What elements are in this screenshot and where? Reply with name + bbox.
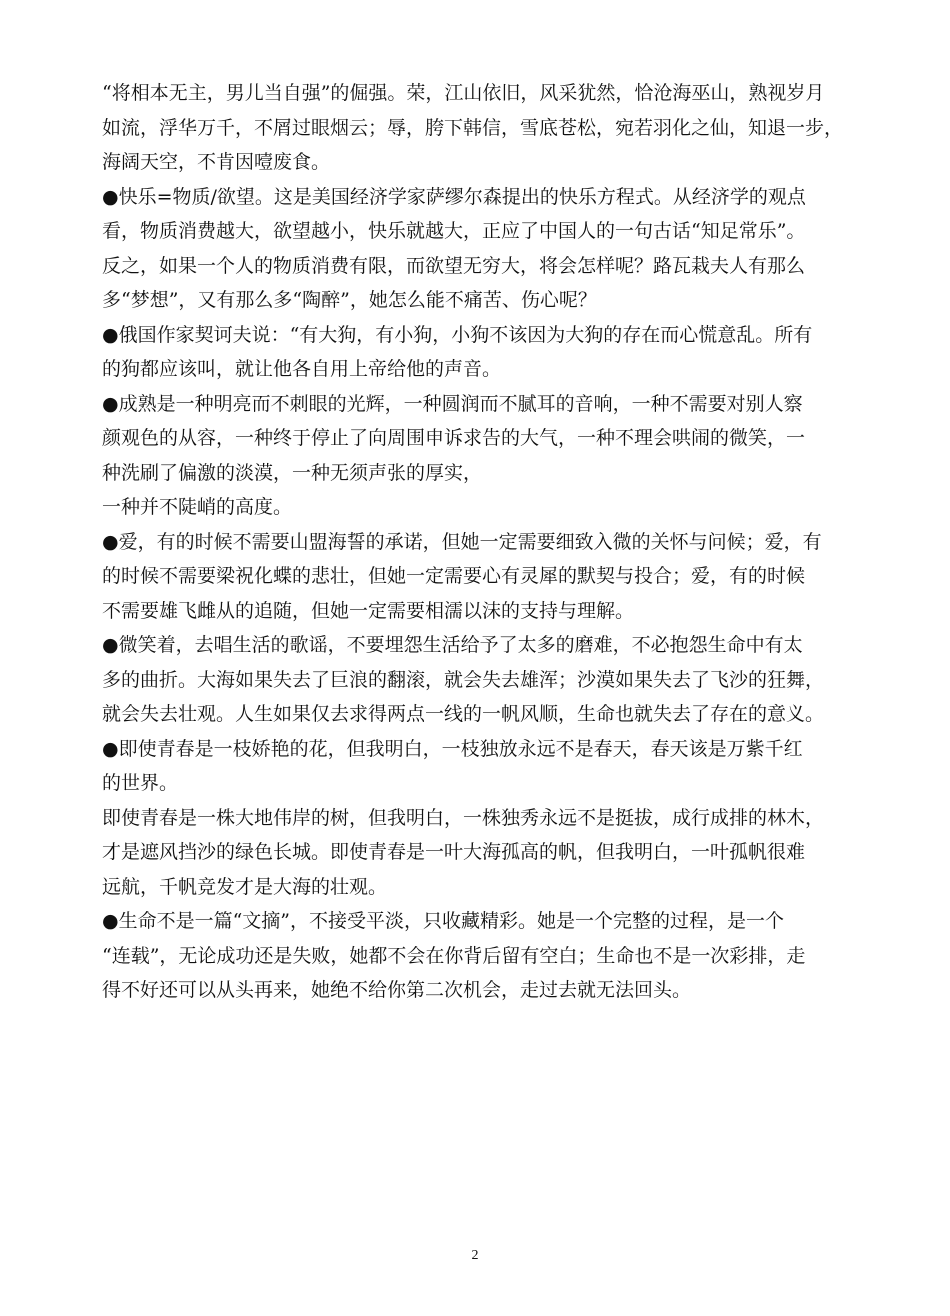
text-line: 海阔天空，不肯因噎废食。 [102, 151, 331, 173]
text-line: ●微笑着，去唱生活的歌谣，不要埋怨生活给予了太多的磨难，不必抱怨生命中有太 [102, 634, 803, 656]
text-line: 才是遮风挡沙的绿色长城。即使青春是一叶大海孤高的帆，但我明白，一叶孤帆很难 [102, 841, 806, 863]
text-line: 一种并不陡峭的高度。 [102, 496, 293, 518]
text-line: 的时候不需要梁祝化蝶的悲壮，但她一定需要心有灵犀的默契与投合；爱，有的时候 [102, 565, 806, 587]
text-line: 种洗刷了偏激的淡漠，一种无须声张的厚实， [102, 461, 483, 484]
text-line: 就会失去壮观。人生如果仅去求得两点一线的一帆风顺，生命也就失去了存在的意义。 [102, 703, 825, 725]
text-line: 远航，千帆竞发才是大海的壮观。 [102, 875, 388, 898]
text-line: “将相本无主，男儿当自强”的倔强。荣，江山依旧，风采犹然，恰沧海巫山，熟视岁月 [102, 82, 825, 104]
text-line: 多“梦想”，又有那么多“陶醉”，她怎么能不痛苦、伤心呢？ [102, 289, 597, 311]
text-line: 看，物质消费越大，欲望越小，快乐就越大，正应了中国人的一句古话“知足常乐”。 [102, 220, 806, 242]
page-number: 2 [471, 1248, 479, 1263]
text-line: ●生命不是一篇“文摘”，不接受平淡，只收藏精彩。她是一个完整的过程，是一个 [102, 910, 785, 932]
text-line: ●俄国作家契诃夫说：“有大狗，有小狗，小狗不该因为大狗的存在而心慌意乱。所有 [102, 323, 813, 346]
text-line: 多的曲折。大海如果失去了巨浪的翻滚，就会失去雄浑；沙漠如果失去了飞沙的狂舞， [102, 668, 825, 691]
text-line: 即使青春是一株大地伟岸的树，但我明白，一株独秀永远不是挺拔，成行成排的林木， [102, 806, 825, 829]
text-line: ●即使青春是一枝娇艳的花，但我明白，一枝独放永远不是春天，春天该是万紫千红 [102, 737, 803, 760]
text-line: 得不好还可以从头再来，她绝不给你第二次机会，走过去就无法回头。 [102, 979, 692, 1001]
text-line: 颜观色的从容，一种终于停止了向周围申诉求告的大气，一种不理会哄闹的微笑，一 [102, 427, 806, 449]
text-line: 的狗都应该叫，就让他各自用上帝给他的声音。 [102, 358, 502, 380]
text-line: ●快乐=物质/欲望。这是美国经济学家萨缪尔森提出的快乐方程式。从经济学的观点 [102, 185, 806, 208]
text-line: 反之，如果一个人的物质消费有限，而欲望无穷大，将会怎样呢？路瓦栽夫人有那么 [102, 254, 806, 277]
text-line: “连载”，无论成功还是失败，她都不会在你背后留有空白；生命也不是一次彩排，走 [102, 944, 806, 967]
document-body [102, 76, 872, 1008]
text-line: ●成熟是一种明亮而不刺眼的光辉，一种圆润而不腻耳的音响，一种不需要对别人察 [102, 392, 803, 415]
text-line: 不需要雄飞雌从的追随，但她一定需要相濡以沫的支持与理解。 [102, 599, 635, 622]
text-line: ●爱，有的时候不需要山盟海誓的承诺，但她一定需要细致入微的关怀与问候；爱，有 [102, 530, 822, 553]
text-line: 的世界。 [102, 772, 179, 794]
text-line: 如流，浮华万千，不屑过眼烟云；辱，胯下韩信，雪底苍松，宛若羽化之仙，知退一步， [102, 116, 844, 139]
